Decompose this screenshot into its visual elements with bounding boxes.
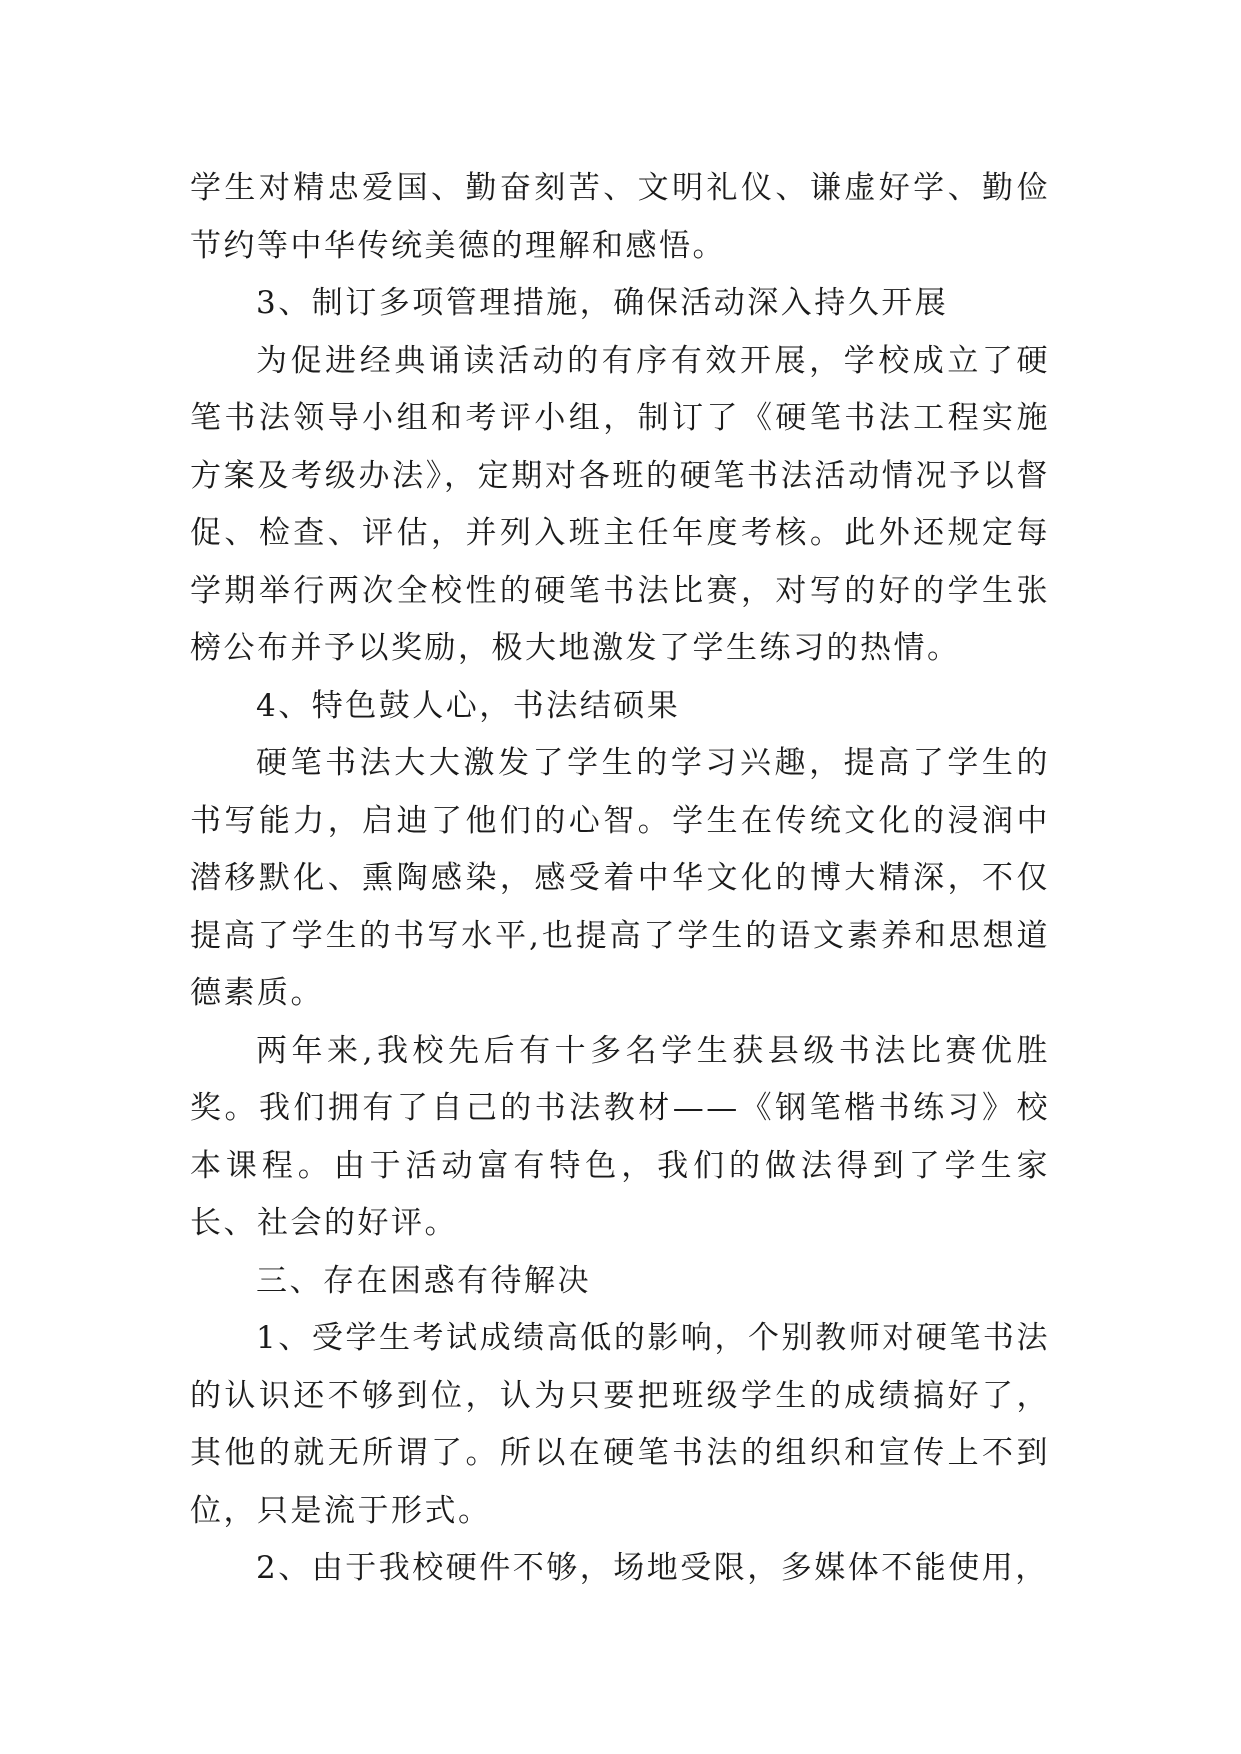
paragraph-problem-2: 2、由于我校硬件不够，场地受限，多媒体不能使用，	[256, 1550, 1049, 1586]
paragraph-virtues: 学生对精忠爱国、勤奋刻苦、文明礼仪、谦虚好学、勤俭节约等中华传统美德的理解和感悟。	[190, 170, 1050, 264]
heading-management-measures: 3、制订多项管理措施，确保活动深入持久开展	[256, 285, 949, 321]
paragraph-results: 硬笔书法大大激发了学生的学习兴趣，提高了学生的书写能力，启迪了他们的心智。学生在传统文化的浸润中潜移默化、熏陶感染，感受着中华文化的博大精深，不仅提高了学生的书写水平,也提高了学生的语文素养和思想道德素质。	[190, 745, 1050, 1011]
paragraph-achievements: 两年来,我校先后有十多名学生获县级书法比赛优胜奖。我们拥有了自己的书法教材——《钢笔楷书练习》校本课程。由于活动富有特色，我们的做法得到了学生家长、社会的好评。	[190, 1032, 1050, 1241]
paragraph-problem-1: 1、受学生考试成绩高低的影响，个别教师对硬笔书法的认识还不够到位，认为只要把班级学生的成绩搞好了，其他的就无所谓了。所以在硬笔书法的组织和宣传上不到位，只是流于形式。	[190, 1320, 1050, 1529]
heading-results: 4、特色鼓人心，书法结硕果	[256, 687, 681, 724]
paragraph-management-measures: 为促进经典诵读活动的有序有效开展，学校成立了硬笔书法领导小组和考评小组，制订了《硬笔书法工程实施方案及考级办法》，定期对各班的硬笔书法活动情况予以督促、检查、评估，并列入班主任年度考核。此外还规定每学期举行两次全校性的硬笔书法比赛，对写的好的学生张榜公布并予以奖励，极大地激发了学生练习的热情。	[190, 342, 1050, 666]
heading-problems: 三、存在困惑有待解决	[256, 1262, 591, 1299]
document-body	[190, 160, 1050, 1598]
